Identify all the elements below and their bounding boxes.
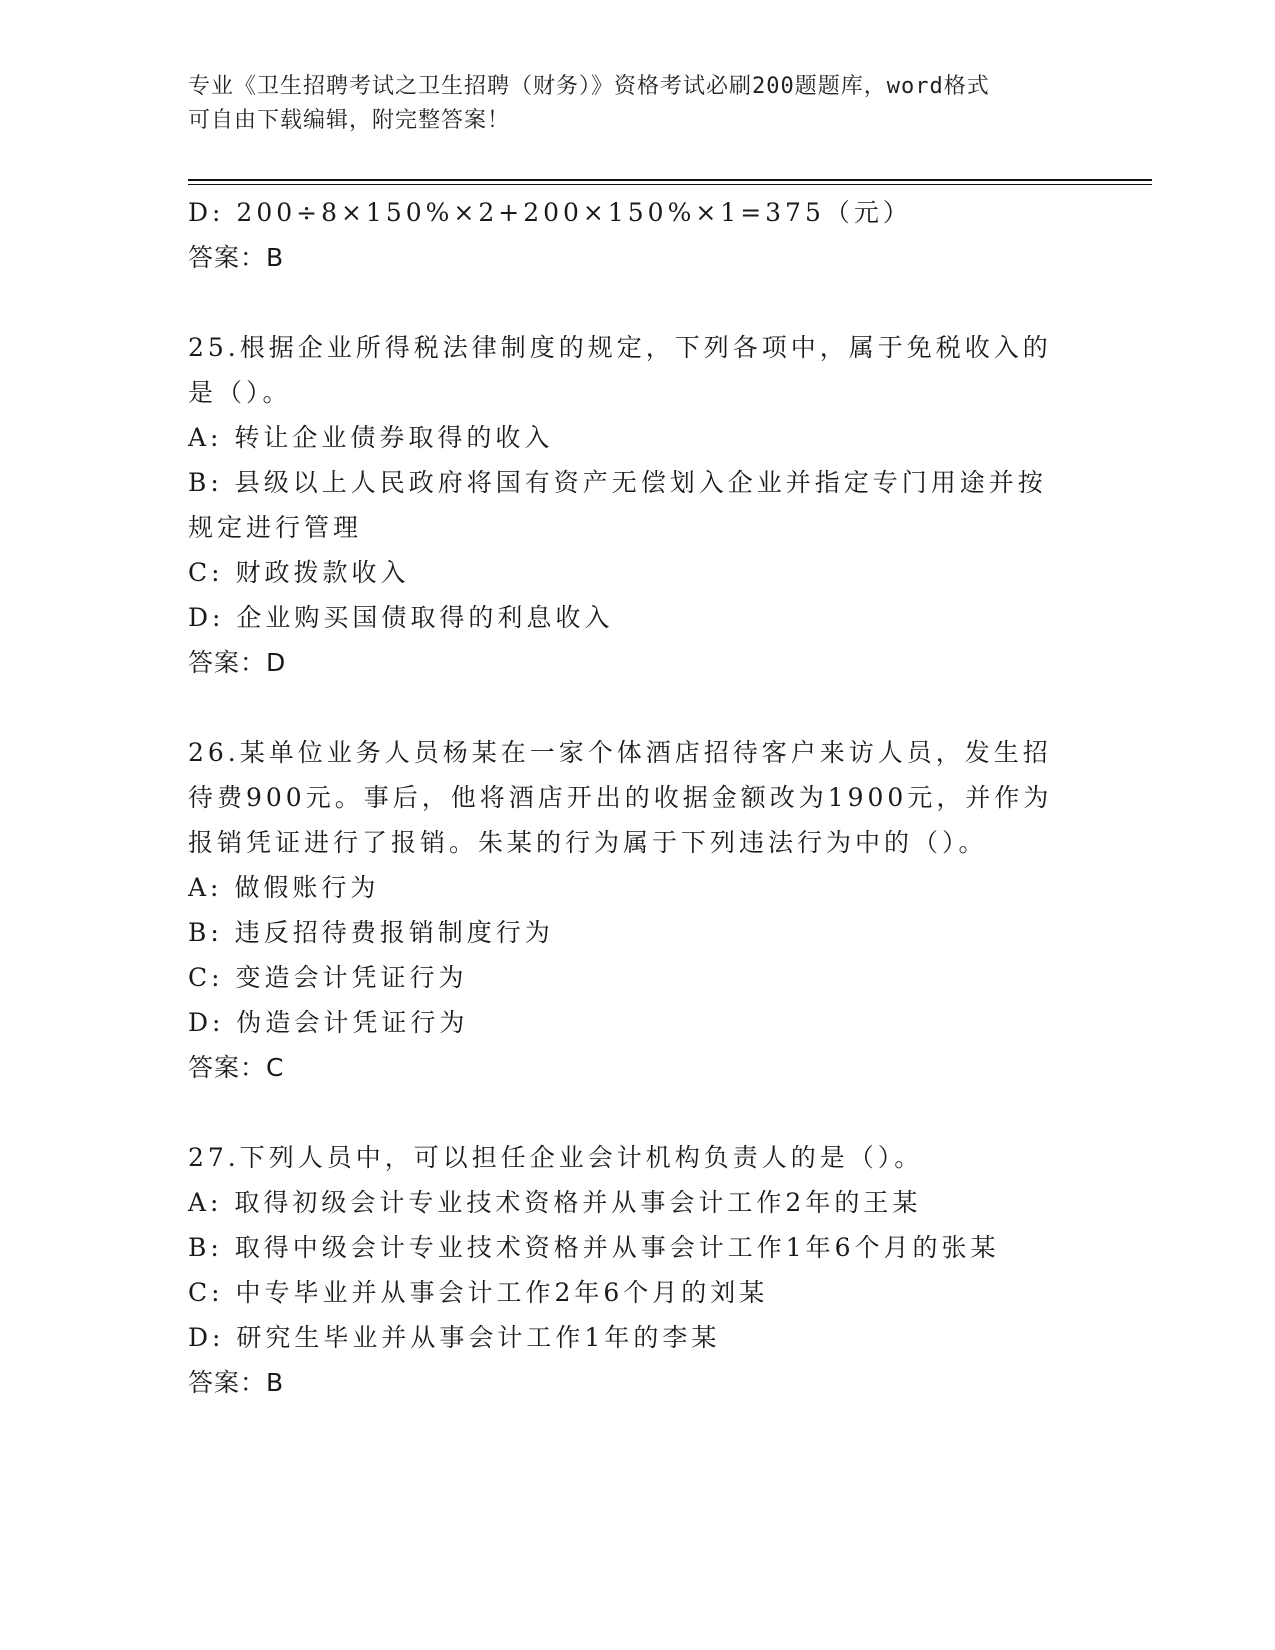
question-27 <box>188 1135 1068 1405</box>
question-26 <box>188 730 1068 1090</box>
option-c: C: 财政拨款收入 <box>188 558 410 587</box>
previous-question-tail <box>188 190 1068 280</box>
answer-line: 答案：D <box>188 648 287 677</box>
question-stem: 27.下列人员中，可以担任企业会计机构负责人的是（）。 <box>188 1143 924 1172</box>
answer-line: 答案：B <box>188 243 285 272</box>
header-title-line2: 可自由下载编辑，附完整答案！ <box>188 108 511 133</box>
option-d: D: 研究生毕业并从事会计工作1年的李某 <box>188 1323 721 1352</box>
option-b: B: 违反招待费报销制度行为 <box>188 918 554 947</box>
question-stem: 25.根据企业所得税法律制度的规定，下列各项中，属于免税收入的是（）。 <box>188 333 1052 407</box>
option-b: B: 取得中级会计专业技术资格并从事会计工作1年6个月的张某 <box>188 1233 1000 1262</box>
question-content <box>188 190 1068 1405</box>
header-divider-thick <box>188 179 1152 181</box>
option-b: B: 县级以上人民政府将国有资产无偿划入企业并指定专门用途并按规定进行管理 <box>188 468 1047 542</box>
option-d: D: 伪造会计凭证行为 <box>188 1008 469 1037</box>
header-divider-thin <box>188 184 1152 185</box>
option-c: C: 变造会计凭证行为 <box>188 963 468 992</box>
option-d: D: 200÷8×150%×2+200×150%×1=375（元） <box>188 198 912 227</box>
option-d: D: 企业购买国债取得的利息收入 <box>188 603 614 632</box>
option-a: A: 取得初级会计专业技术资格并从事会计工作2年的王某 <box>188 1188 922 1217</box>
question-25 <box>188 325 1068 685</box>
option-a: A: 做假账行为 <box>188 873 380 902</box>
answer-line: 答案：B <box>188 1368 285 1397</box>
question-stem: 26.某单位业务人员杨某在一家个体酒店招待客户来访人员，发生招待费900元。事后，他将酒店开出的收据金额改为1900元，并作为报销凭证进行了报销。朱某的行为属于下列违法行为中的（）。 <box>188 738 1053 857</box>
option-c: C: 中专毕业并从事会计工作2年6个月的刘某 <box>188 1278 769 1307</box>
option-a: A: 转让企业债券取得的收入 <box>188 423 554 452</box>
page-header <box>188 70 1068 138</box>
answer-line: 答案：C <box>188 1053 285 1082</box>
header-title-line1: 专业《卫生招聘考试之卫生招聘（财务）》资格考试必刷200题题库，word格式 <box>188 74 990 99</box>
